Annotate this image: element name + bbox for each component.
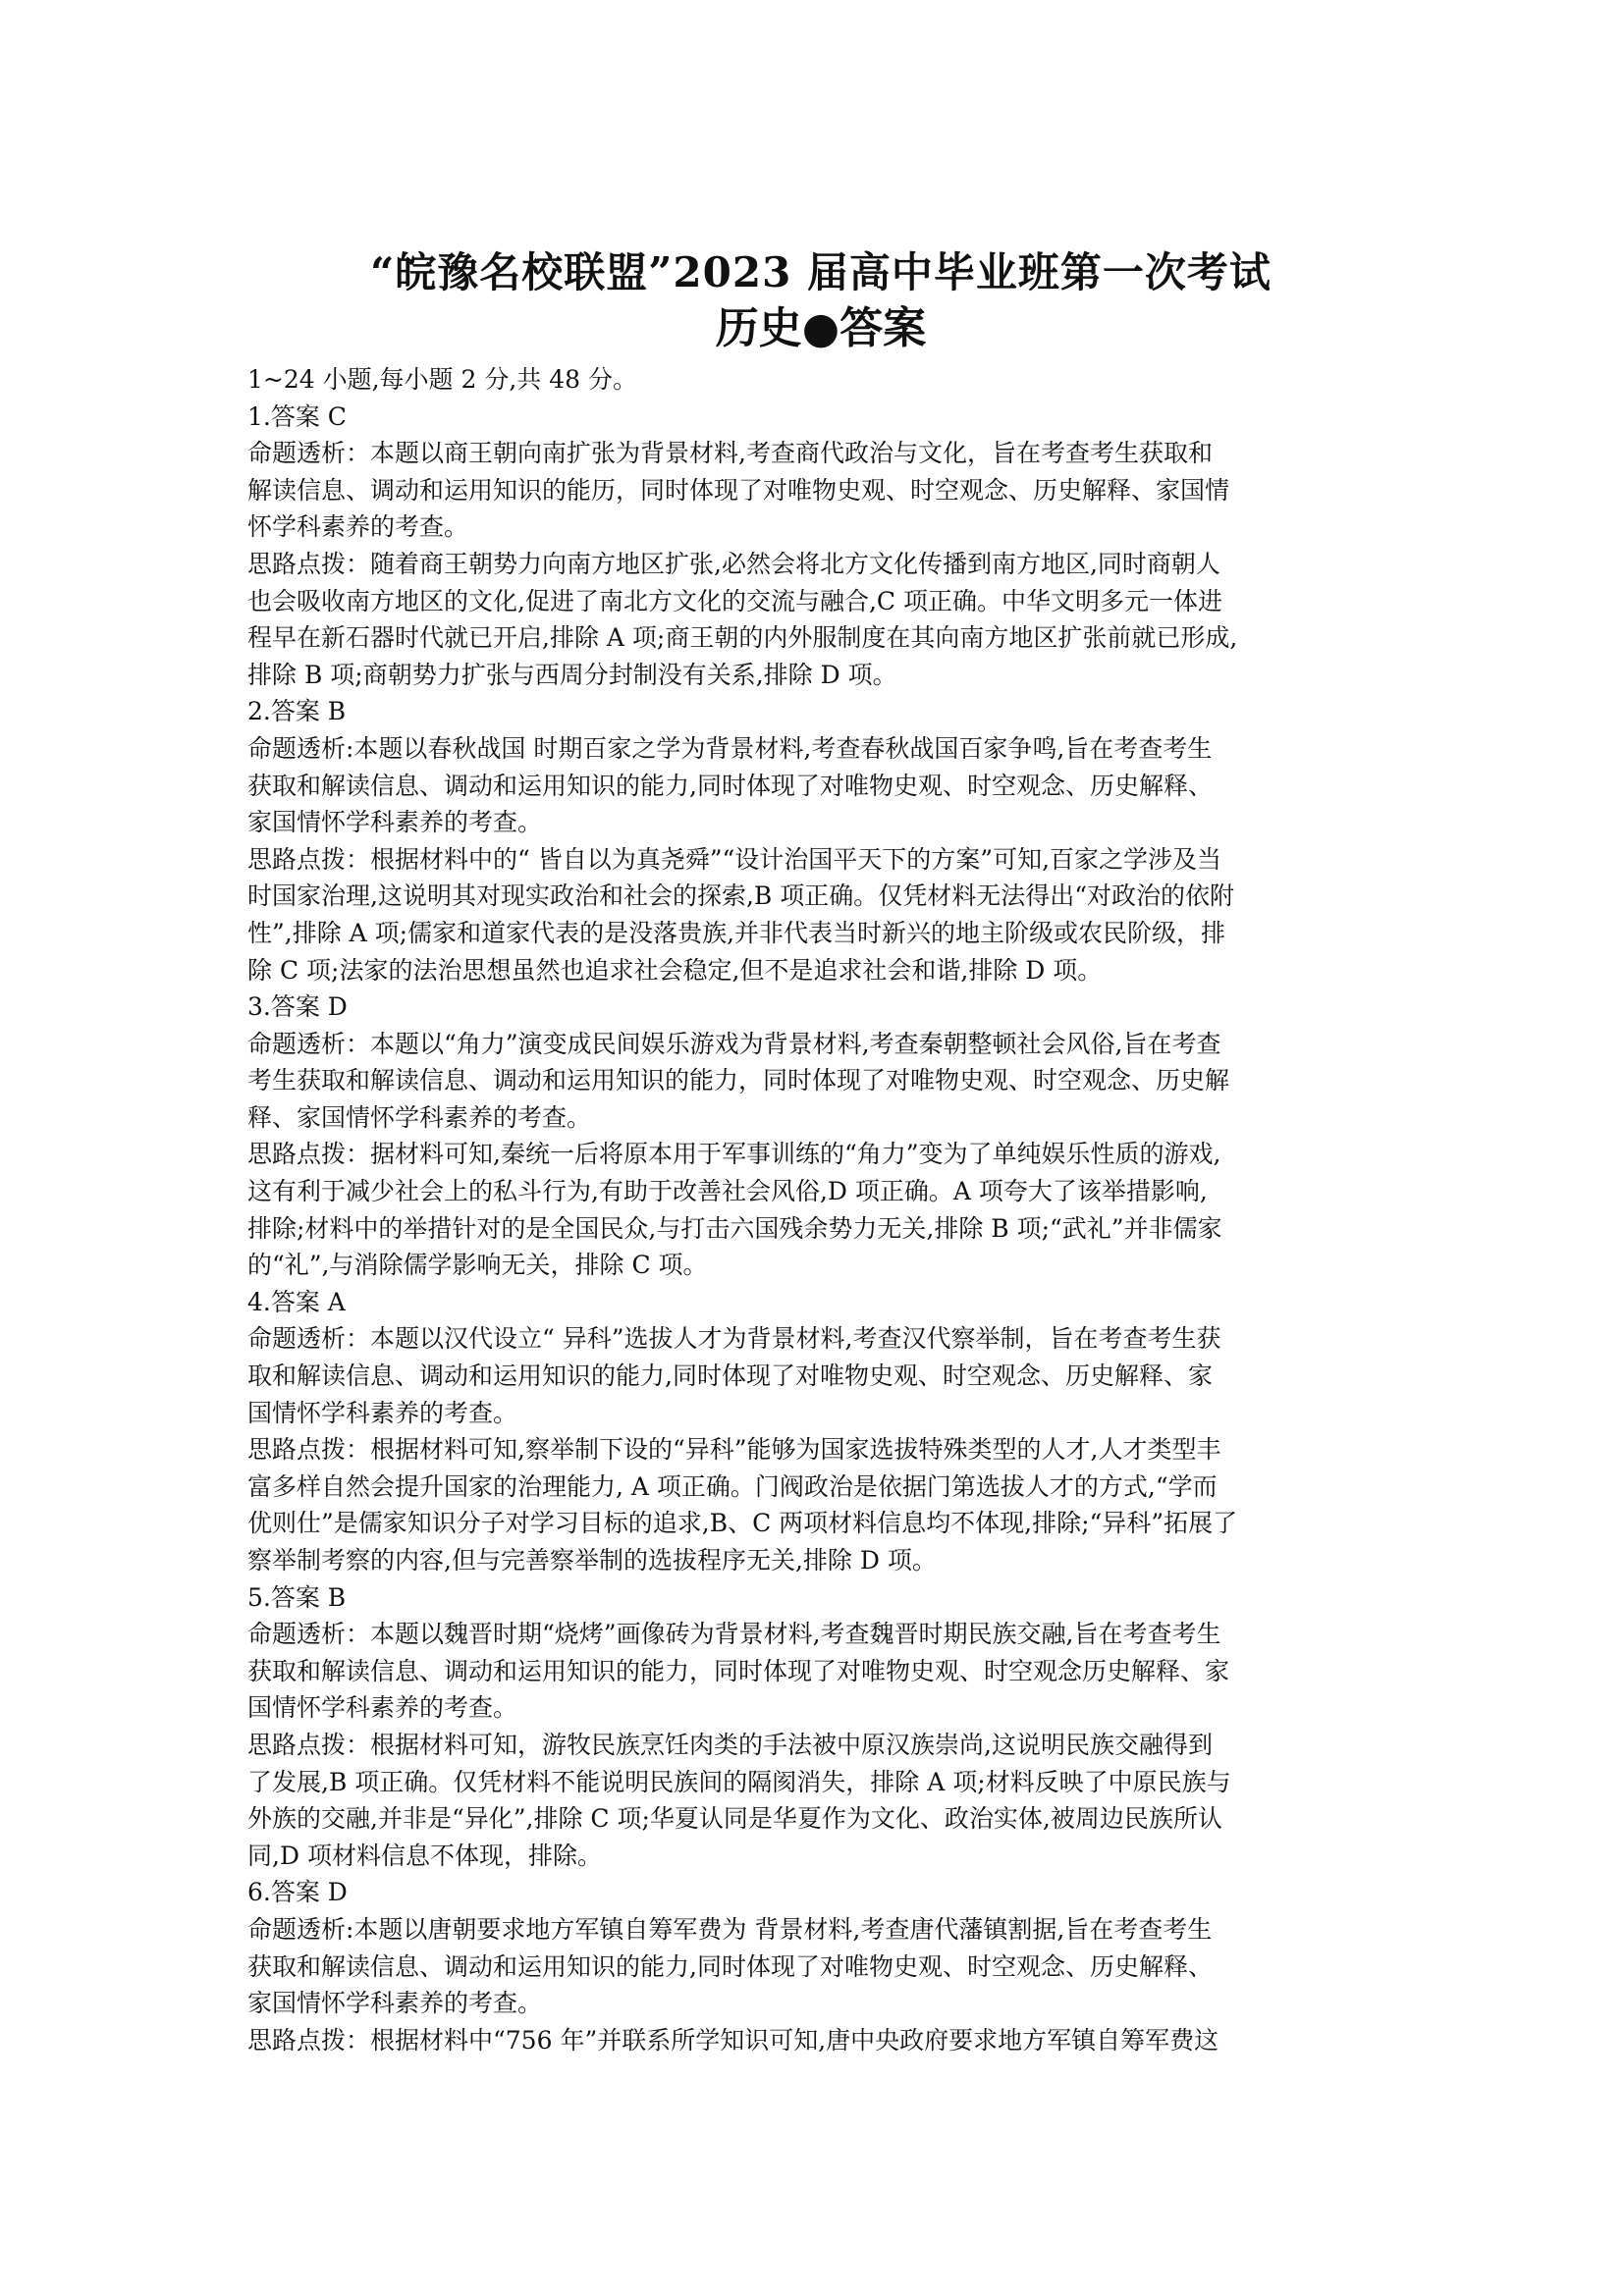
reasoning-line: 思路点拨：根据材料可知,察举制下设的“异科”能够为国家选拔特殊类型的人才,人才类型丰 bbox=[247, 1435, 1221, 1465]
analysis-line: 家国情怀学科素养的考查。 bbox=[247, 1989, 543, 2018]
answer-line: 5.答案 B bbox=[247, 1582, 347, 1612]
answer-line: 2.答案 B bbox=[247, 697, 347, 726]
reasoning-paragraph bbox=[247, 1431, 1394, 1578]
analysis-paragraph bbox=[247, 1911, 1394, 2022]
analysis-paragraph bbox=[247, 730, 1394, 841]
reasoning-line: 时国家治理,这说明其对现实政治和社会的探索,B 项正确。仅凭材料无法得出“对政治的依附 bbox=[247, 881, 1234, 911]
answer-document bbox=[247, 245, 1394, 2058]
reasoning-line: 察举制考察的内容,但与完善察举制的选拔程序无关,排除 D 项。 bbox=[247, 1546, 937, 1575]
reasoning-line: 优则仕”是儒家知识分子对学习目标的追求,B、C 两项材料信息均不体现,排除;“异科”拓展了 bbox=[247, 1509, 1238, 1538]
analysis-paragraph bbox=[247, 1616, 1394, 1727]
analysis-line: 怀学科素养的考查。 bbox=[247, 512, 469, 542]
reasoning-line: 富多样自然会提升国家的治理能力, A 项正确。门阀政治是依据门第选拔人才的方式,“学而 bbox=[247, 1471, 1218, 1501]
analysis-line: 国情怀学科素养的考查。 bbox=[247, 1693, 518, 1723]
analysis-line: 命题透析：本题以“角力”演变成民间娱乐游戏为背景材料,考查秦朝整顿社会风俗,旨在考查 bbox=[247, 1029, 1221, 1058]
reasoning-line: 思路点拨：根据材料可知，游牧民族烹饪肉类的手法被中原汉族崇尚,这说明民族交融得到 bbox=[247, 1730, 1213, 1759]
reasoning-line: 思路点拨：根据材料中的“ 皆自以为真尧舜”“设计治国平天下的方案”可知,百家之学涉及当 bbox=[247, 844, 1222, 874]
answer-line: 4.答案 A bbox=[247, 1287, 346, 1316]
question-block bbox=[247, 399, 1394, 694]
analysis-line: 命题透析：本题以魏晋时期“烧烤”画像砖为背景材料,考查魏晋时期民族交融,旨在考查考生 bbox=[247, 1620, 1221, 1649]
analysis-line: 命题透析：本题以汉代设立“ 异科”选拔人才为背景材料,考查汉代察举制，旨在考查考生获 bbox=[247, 1324, 1221, 1354]
analysis-line: 释、家国情怀学科素养的考查。 bbox=[247, 1102, 592, 1132]
answer-line: 3.答案 D bbox=[247, 992, 348, 1022]
scoring-intro: 1~24 小题,每小题 2 分,共 48 分。 bbox=[247, 365, 638, 394]
analysis-line: 取和解读信息、调动和运用知识的能力,同时体现了对唯物史观、时空观念、历史解释、家 bbox=[247, 1362, 1213, 1391]
reasoning-line: 也会吸收南方地区的文化,促进了南北方文化的交流与融合,C 项正确。中华文明多元一体进 bbox=[247, 586, 1222, 615]
question-list bbox=[247, 399, 1394, 2059]
reasoning-line: 外族的交融,并非是“异化”,排除 C 项;华夏认同是华夏作为文化、政治实体,被周边民族所认 bbox=[247, 1804, 1222, 1834]
document-title: “皖豫名校联盟”2023 届高中毕业班第一次考试 bbox=[370, 248, 1272, 296]
analysis-line: 国情怀学科素养的考查。 bbox=[247, 1398, 518, 1427]
analysis-line: 命题透析：本题以商王朝向南扩张为背景材料,考查商代政治与文化，旨在考查考生获取和 bbox=[247, 439, 1213, 468]
analysis-line: 获取和解读信息、调动和运用知识的能力,同时体现了对唯物史观、时空观念、历史解释、 bbox=[247, 771, 1213, 800]
analysis-line: 解读信息、调动和运用知识的能历，同时体现了对唯物史观、时空观念、历史解释、家国情 bbox=[247, 475, 1230, 505]
question-block bbox=[247, 988, 1394, 1284]
reasoning-line: 思路点拨：据材料可知,秦统一后将原本用于军事训练的“角力”变为了单纯娱乐性质的游戏, bbox=[247, 1140, 1221, 1169]
reasoning-paragraph bbox=[247, 2022, 1394, 2059]
analysis-line: 考生获取和解读信息、调动和运用知识的能力，同时体现了对唯物史观、时空观念、历史解 bbox=[247, 1066, 1230, 1095]
question-block bbox=[247, 1874, 1394, 2058]
reasoning-paragraph bbox=[247, 1136, 1394, 1283]
reasoning-line: 了发展,B 项正确。仅凭材料不能说明民族间的隔阂消失，排除 A 项;材料反映了中原民族与 bbox=[247, 1767, 1231, 1796]
question-block bbox=[247, 1284, 1394, 1579]
reasoning-paragraph bbox=[247, 841, 1394, 988]
answer-line: 1.答案 C bbox=[247, 401, 347, 431]
analysis-paragraph bbox=[247, 435, 1394, 546]
reasoning-line: 的“礼”,与消除儒学影响无关，排除 C 项。 bbox=[247, 1251, 708, 1280]
question-block bbox=[247, 1579, 1394, 1875]
reasoning-line: 程早在新石器时代就已开启,排除 A 项;商王朝的内外服制度在其向南方地区扩张前就已形成, bbox=[247, 623, 1238, 653]
analysis-line: 家国情怀学科素养的考查。 bbox=[247, 808, 543, 837]
document-subtitle: 历史●答案 bbox=[715, 303, 927, 353]
reasoning-line: 这有利于减少社会上的私斗行为,有助于改善社会风俗,D 项正确。A 项夸大了该举措影响, bbox=[247, 1177, 1208, 1206]
reasoning-line: 排除 B 项;商朝势力扩张与西周分封制没有关系,排除 D 项。 bbox=[247, 660, 897, 689]
reasoning-line: 思路点拨：随着商王朝势力向南方地区扩张,必然会将北方文化传播到南方地区,同时商朝人 bbox=[247, 549, 1220, 578]
analysis-line: 命题透析:本题以唐朝要求地方军镇自筹军费为 背景材料,考查唐代藩镇割据,旨在考查考生 bbox=[247, 1914, 1213, 1944]
reasoning-paragraph bbox=[247, 546, 1394, 693]
reasoning-line: 除 C 项;法家的法治思想虽然也追求社会稳定,但不是追求社会和谐,排除 D 项。 bbox=[247, 955, 1103, 985]
question-block bbox=[247, 693, 1394, 988]
reasoning-line: 思路点拨：根据材料中“756 年”并联系所学知识可知,唐中央政府要求地方军镇自筹军费这 bbox=[247, 2025, 1219, 2055]
reasoning-line: 性”,排除 A 项;儒家和道家代表的是没落贵族,并非代表当时新兴的地主阶级或农民阶级，排 bbox=[247, 918, 1226, 947]
reasoning-line: 同,D 项材料信息不体现，排除。 bbox=[247, 1841, 602, 1870]
reasoning-line: 排除;材料中的举措针对的是全国民众,与打击六国残余势力无关,排除 B 项;“武礼”并非儒家 bbox=[247, 1213, 1222, 1243]
analysis-line: 获取和解读信息、调动和运用知识的能力，同时体现了对唯物史观、时空观念历史解释、家 bbox=[247, 1656, 1230, 1685]
analysis-paragraph bbox=[247, 1026, 1394, 1137]
answer-line: 6.答案 D bbox=[247, 1878, 348, 1907]
analysis-line: 获取和解读信息、调动和运用知识的能力,同时体现了对唯物史观、时空观念、历史解释、 bbox=[247, 1951, 1213, 1981]
analysis-line: 命题透析:本题以春秋战国 时期百家之学为背景材料,考查春秋战国百家争鸣,旨在考查考生 bbox=[247, 733, 1213, 763]
reasoning-paragraph bbox=[247, 1727, 1394, 1874]
analysis-paragraph bbox=[247, 1320, 1394, 1431]
